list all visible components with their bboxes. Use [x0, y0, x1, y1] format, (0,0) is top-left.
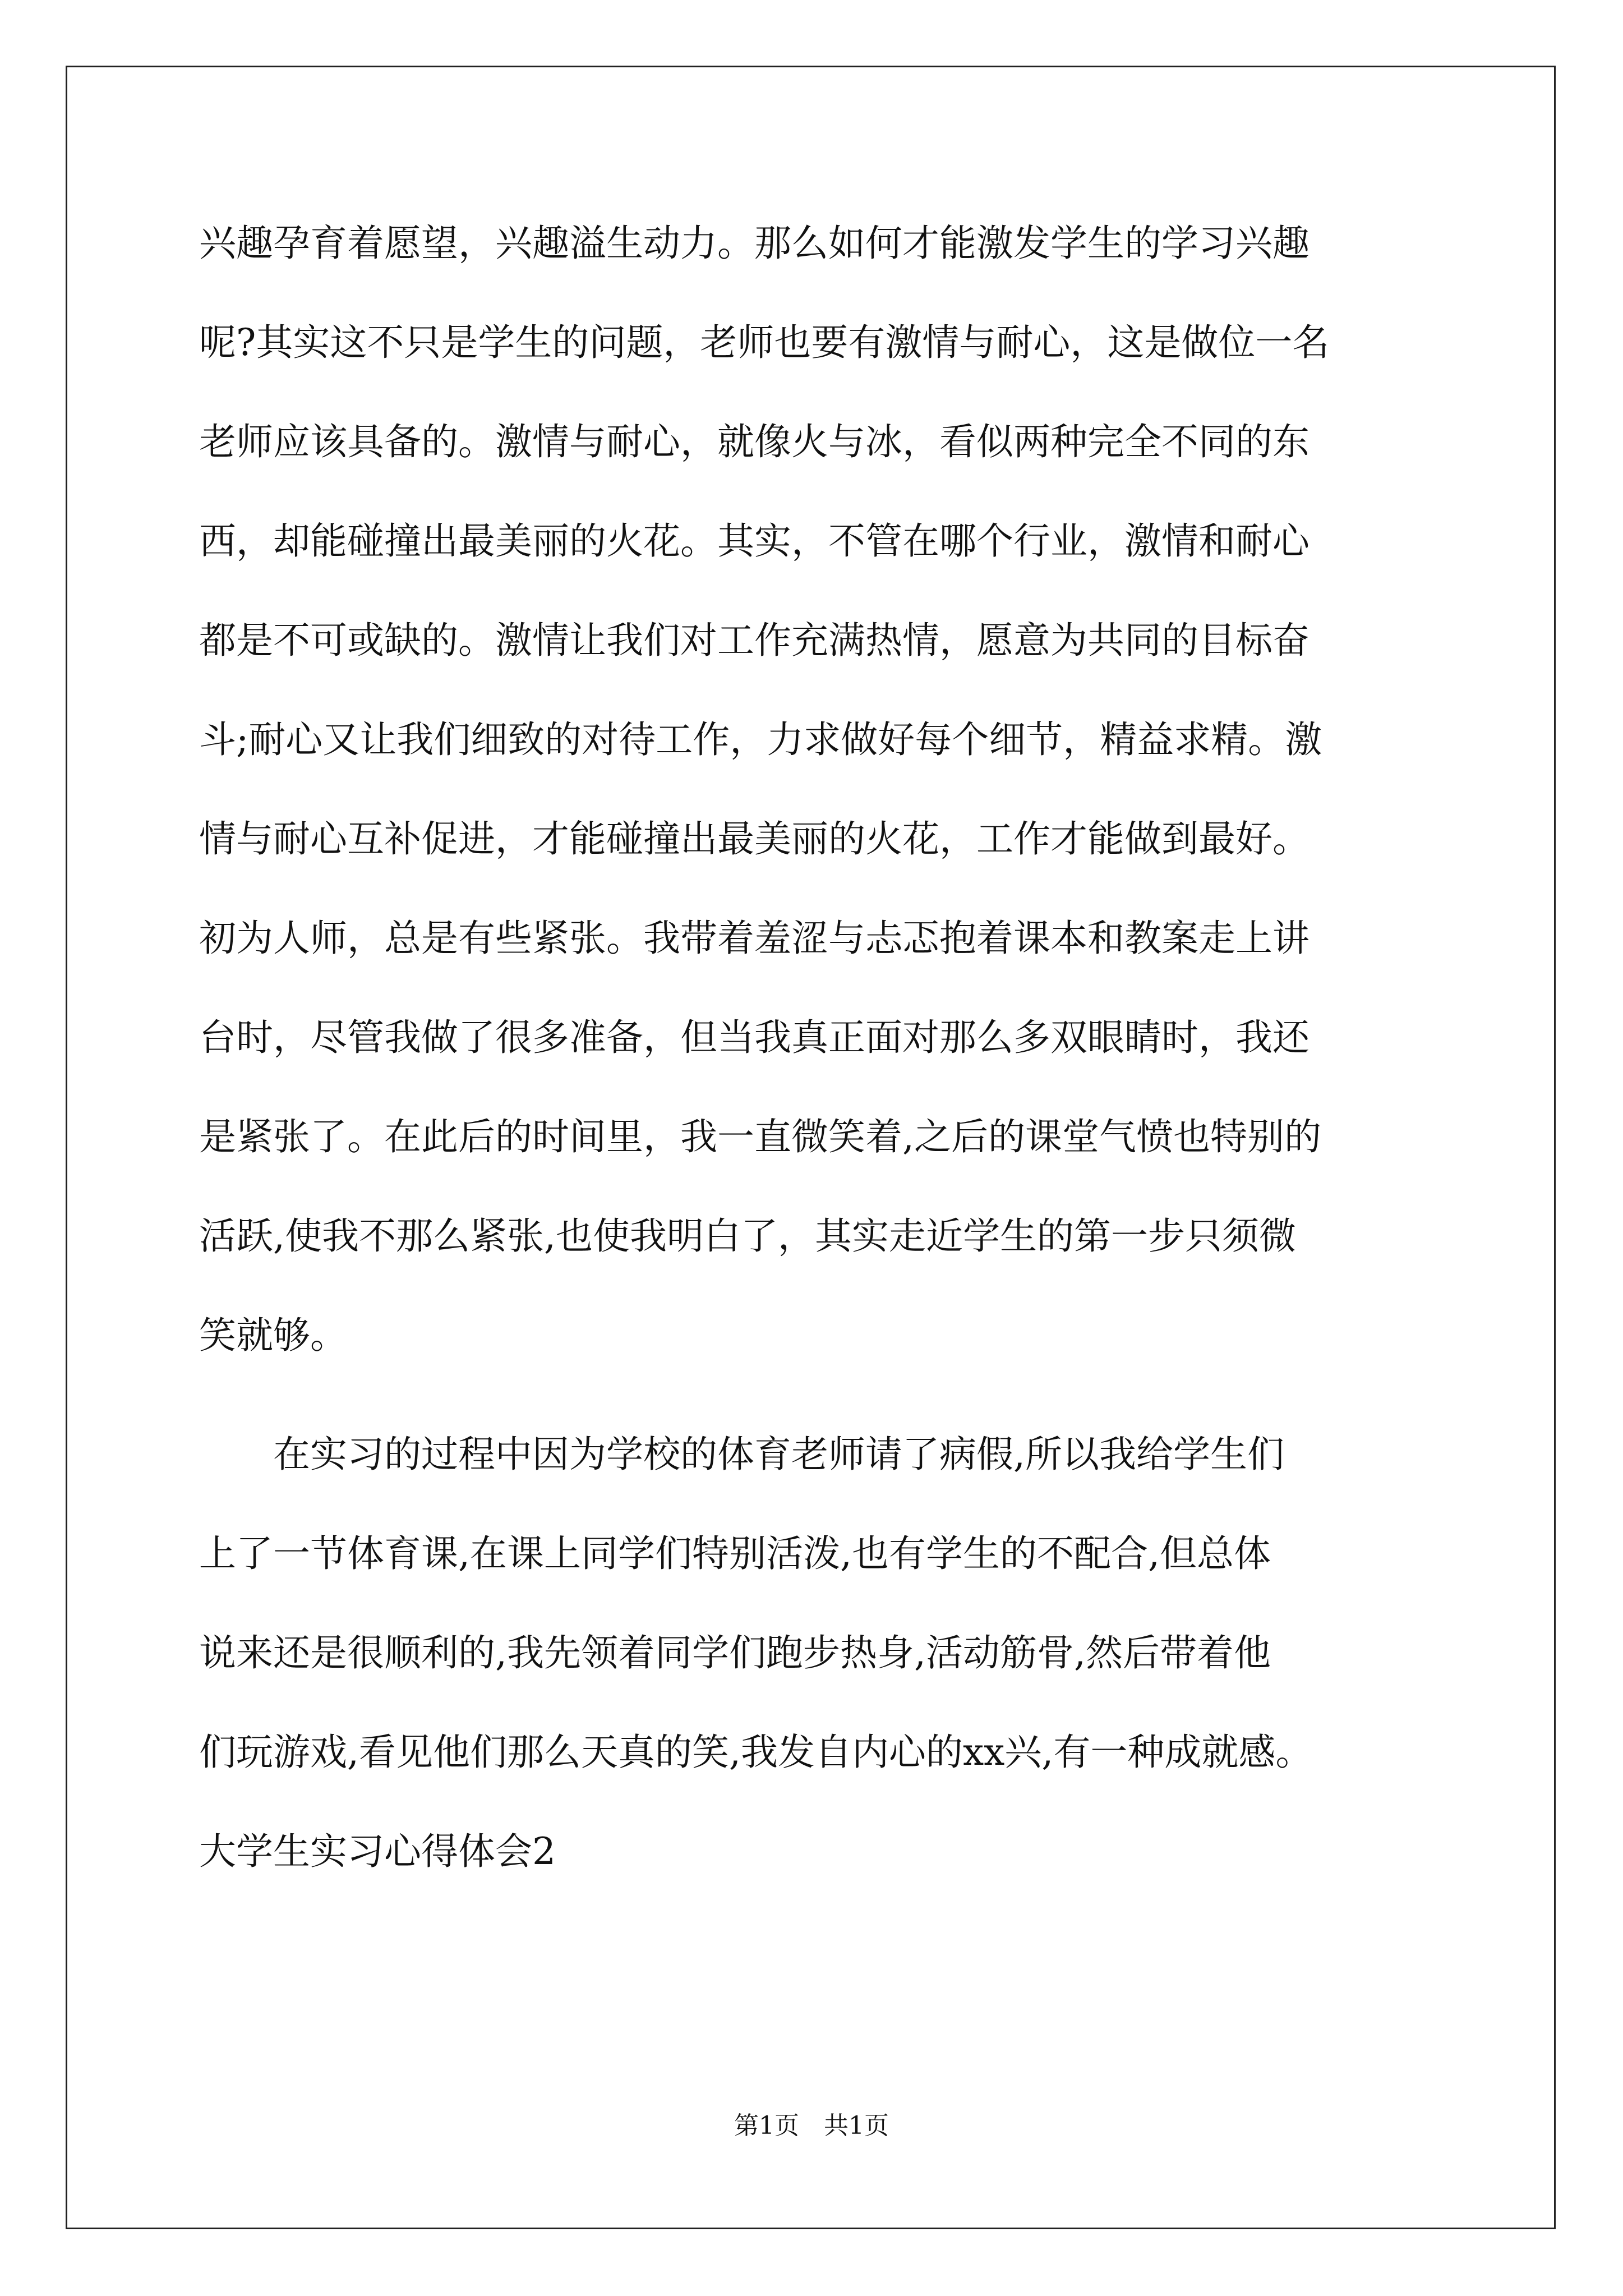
paragraph-1 — [199, 194, 1433, 1385]
document-body — [199, 194, 1433, 1901]
text-line: 都是不可或缺的。激情让我们对工作充满热情，愿意为共同的目标奋 — [199, 619, 1310, 662]
text-line: 西，却能碰撞出最美丽的火花。其实，不管在哪个行业，激情和耐心 — [199, 519, 1310, 563]
text-line: 初为人师，总是有些紧张。我带着羞涩与忐忑抱着课本和教案走上讲 — [199, 917, 1310, 960]
text-line: 老师应该具备的。激情与耐心，就像火与冰，看似两种完全不同的东 — [199, 420, 1310, 463]
text-line: 们玩游戏,看见他们那么天真的笑,我发自内心的xx兴,有一种成就感。 — [199, 1731, 1313, 1774]
text-line: 活跃,使我不那么紧张,也使我明白了，其实走近学生的第一步只须微 — [199, 1214, 1296, 1258]
paragraph-2 — [199, 1405, 1433, 1802]
heading-text: 大学生实习心得体会2 — [199, 1830, 556, 1873]
page-footer: 第1页 共1页 — [734, 2111, 889, 2140]
text-line: 呢?其实这不只是学生的问题，老师也要有激情与耐心，这是做位一名 — [199, 321, 1330, 364]
text-line: 是紧张了。在此后的时间里，我一直微笑着,之后的课堂气愤也特别的 — [199, 1115, 1321, 1158]
text-line: 情与耐心互补促进，才能碰撞出最美丽的火花，工作才能做到最好。 — [199, 817, 1310, 861]
text-line: 笑就够。 — [199, 1314, 347, 1357]
text-line: 斗;耐心又让我们细致的对待工作，力求做好每个细节，精益求精。激 — [199, 718, 1322, 761]
text-line: 上了一节体育课,在课上同学们特别活泼,也有学生的不配合,但总体 — [199, 1532, 1271, 1575]
section-heading — [199, 1802, 1433, 1901]
text-line-indented: 在实习的过程中因为学校的体育老师请了病假,所以我给学生们 — [273, 1433, 1284, 1476]
text-line: 说来还是很顺利的,我先领着同学们跑步热身,活动筋骨,然后带着他 — [199, 1631, 1271, 1674]
text-line: 台时，尽管我做了很多准备，但当我真正面对那么多双眼睛时，我还 — [199, 1016, 1310, 1059]
text-line: 兴趣孕育着愿望，兴趣溢生动力。那么如何才能激发学生的学习兴趣 — [199, 222, 1310, 265]
